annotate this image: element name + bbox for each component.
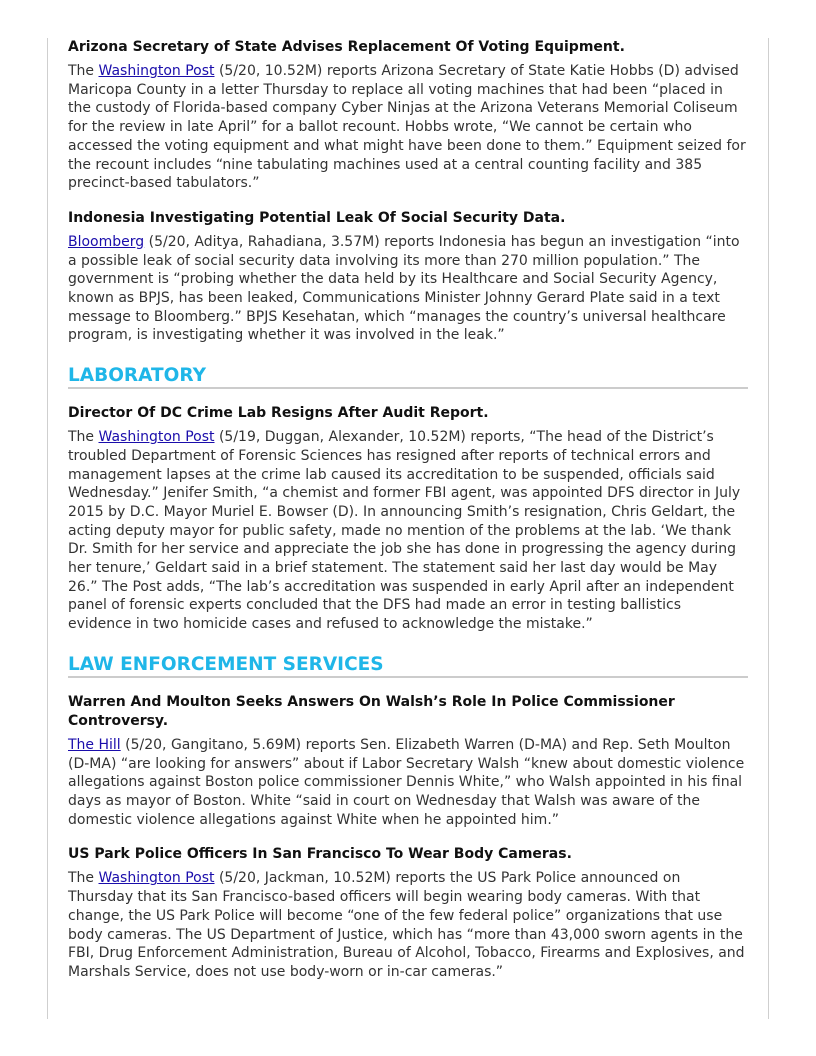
source-link[interactable]: Washington Post: [98, 63, 215, 79]
article-park-police-cameras: [68, 845, 748, 981]
article-body: The Washington Post (5/20, 10.52M) reports Arizona Secretary of State Katie Hobbs (D) advised Maricopa County in a letter Thursday to replace all voting machines that had been “placed in the custody of Florida-based company Cyber Ninjas at the Arizona Veterans Memorial Coliseum for the review in late April” for a ballot recount. Hobbs wrote, “We cannot be certain who accessed the voting equipment and what might have been done to them.” Equipment seized for the recount includes “nine tabulating machines used at a central counting facility and 385 precinct-based tabulators.”: [68, 63, 746, 192]
source-link[interactable]: Bloomberg: [68, 233, 145, 250]
source-link[interactable]: Washington Post: [98, 429, 215, 446]
article-body: The Washington Post (5/19, Duggan, Alexander, 10.52M) reports, “The head of the District’s troubled Department of Forensic Sciences has resigned after reports of technical errors and management lapses at the crime lab caused its accreditation to be suspended, officials said Wednesday.” Jenifer Smith, “a chemist and former FBI agent, was appointed DFS director in July 2015 by D.C. Mayor Muriel E. Bowser (D). In announcing Smith’s resignation, Chris Geldart, the acting deputy mayor for public safety, made no mention of the problems at the lab. ‘We thank Dr. Smith for her service and appreciate the job she has done in progressing the agency during her tenure,’ Geldart said in a brief statement. The statement said her last day would be May 26.” The Post adds, “The lab’s accreditation was suspended in early April after an independent panel of forensic experts concluded that the DFS had made an error in testing ballistics evidence in two homicide cases and refused to acknowledge the mistake.”: [68, 429, 741, 633]
article-indonesia-leak: [68, 209, 748, 345]
article-body: The Washington Post (5/20, Jackman, 10.52M) reports the US Park Police announced on Thursday that its San Francisco-based officers will begin wearing body cameras. With that change, the US Park Police will become “one of the few federal police” organizations that use body cameras. The US Department of Justice, which has “more than 43,000 sworn agents in the FBI, Drug Enforcement Administration, Bureau of Alcohol, Tobacco, Firearms and Explosives, and Marshals Service, does not use body-worn or in-car cameras.”: [68, 870, 745, 980]
article-warren-moulton: [68, 693, 748, 830]
article-body: Bloomberg (5/20, Aditya, Rahadiana, 3.57M) reports Indonesia has begun an investigation “into a possible leak of social security data involving its more than 270 million population.” The government is “probing whether the data held by its Healthcare and Social Security Agency, known as BPJS, has been leaked, Communications Minister Johnny Gerard Plate said in a text message to Bloomberg.” BPJS Kesehatan, which “manages the country’s universal healthcare program, is investigating whether it was involved in the leak.”: [68, 233, 740, 344]
article-headline: US Park Police Officers In San Francisco To Wear Body Cameras.: [68, 846, 572, 863]
article-headline: Director Of DC Crime Lab Resigns After Audit Report.: [68, 405, 489, 422]
section-heading-law-enforcement: LAW ENFORCEMENT SERVICES: [68, 654, 748, 678]
newsletter-content: [68, 38, 748, 998]
source-link[interactable]: The Hill: [68, 736, 121, 753]
article-headline: Warren And Moulton Seeks Answers On Walsh’s Role In Police Commissioner Controversy.: [68, 693, 675, 729]
article-arizona-voting: [68, 38, 748, 193]
article-headline: Arizona Secretary of State Advises Replacement Of Voting Equipment.: [68, 39, 625, 55]
article-body: The Hill (5/20, Gangitano, 5.69M) reports Sen. Elizabeth Warren (D-MA) and Rep. Seth Moulton (D-MA) “are looking for answers” about if Labor Secretary Walsh “knew about domestic violence allegations against Boston police commissioner Dennis White,” who Walsh appointed in his final days as mayor of Boston. White “said in court on Wednesday that Walsh was aware of the domestic violence allegations against White when he appointed him.”: [68, 736, 745, 828]
left-border-line: [47, 38, 48, 1019]
section-heading-laboratory: LABORATORY: [68, 365, 748, 389]
source-link[interactable]: Washington Post: [98, 870, 215, 887]
article-headline: Indonesia Investigating Potential Leak Of Social Security Data.: [68, 209, 566, 226]
right-border-line: [768, 38, 769, 1019]
article-dc-crime-lab: [68, 404, 748, 634]
